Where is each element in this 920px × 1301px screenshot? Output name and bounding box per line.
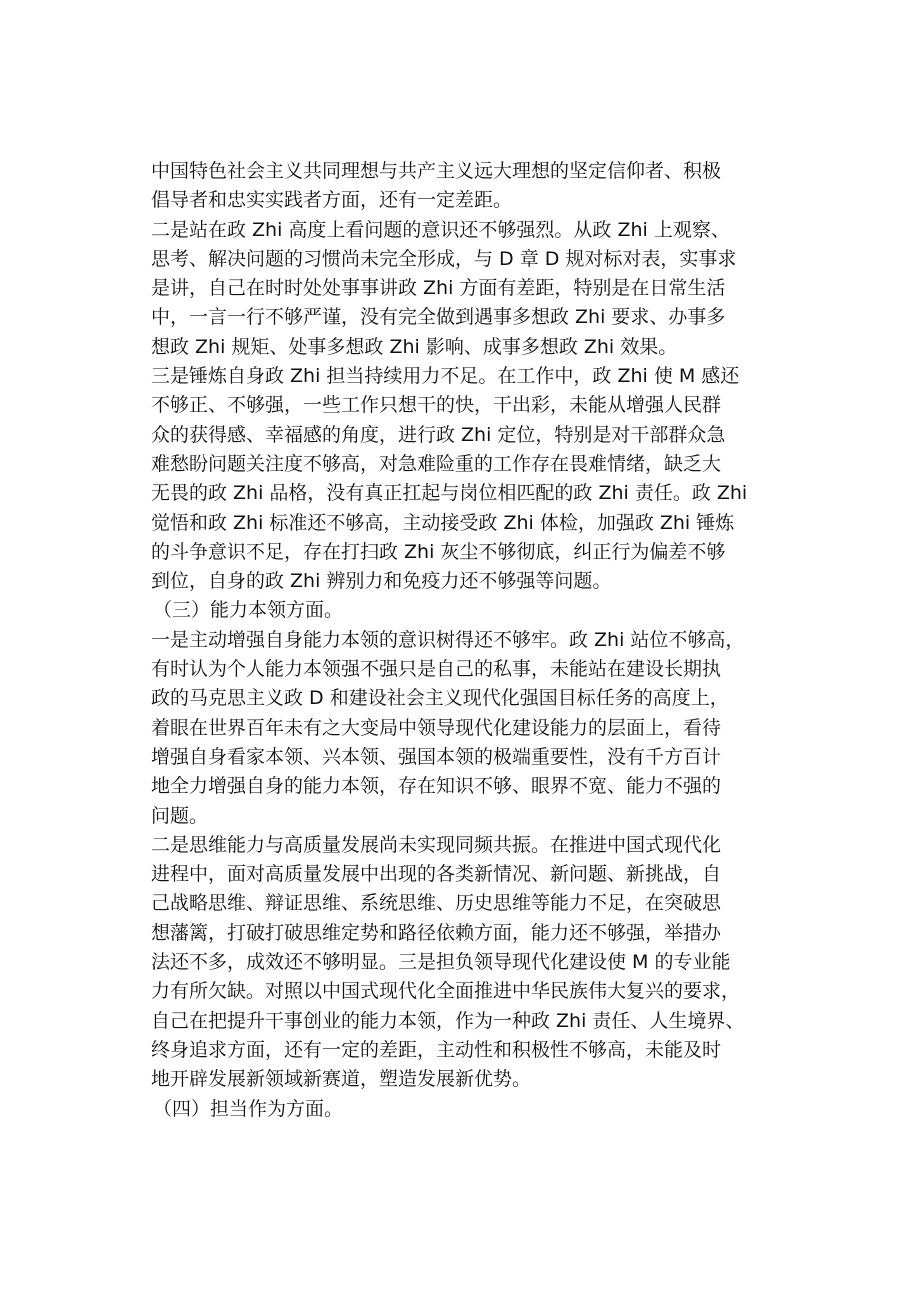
text-line: 己战略思维、辩证思维、系统思维、历史思维等能力不足，在突破思: [151, 892, 722, 915]
text-line: 着眼在世界百年未有之大变局中领导现代化建设能力的层面上，看待: [151, 716, 722, 739]
text-line: 三是锤炼自身政 Zhi 担当持续用力不足。在工作中，政 Zhi 使 M 感还: [151, 365, 740, 388]
section-heading: （三）能力本领方面。: [153, 599, 344, 622]
text-line: 是讲，自己在时时处处事事讲政 Zhi 方面有差距，特别是在日常生活: [151, 277, 726, 300]
text-line: 想藩篱，打破打破思维定势和路径依赖方面，能力还不够强，举措办: [151, 921, 722, 944]
text-line: 中，一言一行不够严谨，没有完全做到遇事多想政 Zhi 要求、办事多: [151, 306, 726, 329]
text-line: 想政 Zhi 规矩、处事多想政 Zhi 影响、成事多想政 Zhi 效果。: [151, 335, 678, 358]
text-line: 问题。: [151, 804, 209, 827]
text-line: 政的马克思主义政 D 和建设社会主义现代化强国目标任务的高度上，: [151, 687, 729, 710]
text-line: 地全力增强自身的能力本领，存在知识不够、眼界不宽、能力不强的: [151, 775, 722, 798]
text-line: 无畏的政 Zhi 品格，没有真正扛起与岗位相匹配的政 Zhi 责任。政 Zhi: [151, 482, 748, 505]
text-line: 倡导者和忠实实践者方面，还有一定差距。: [151, 189, 513, 212]
text-line: 众的获得感、幸福感的角度，进行政 Zhi 定位，特别是对干部群众急: [151, 423, 726, 446]
text-line: 增强自身看家本领、兴本领、强国本领的极端重要性，没有千方百计: [151, 745, 722, 768]
section-heading: （四）担当作为方面。: [153, 1097, 344, 1120]
text-line: 有时认为个人能力本领强不强只是自己的私事，未能站在建设长期执: [151, 658, 722, 681]
text-line: 难愁盼问题关注度不够高，对急难险重的工作存在畏难情绪，缺乏大: [151, 452, 722, 475]
document-body: [151, 157, 761, 1124]
text-line: 一是主动增强自身能力本领的意识树得还不够牢。政 Zhi 站位不够高，: [151, 628, 745, 651]
text-line: 自己在把提升干事创业的能力本领，作为一种政 Zhi 责任、人生境界、: [151, 1009, 745, 1032]
text-line: 觉悟和政 Zhi 标准还不够高，主动接受政 Zhi 体检，加强政 Zhi 锤炼: [151, 511, 735, 534]
text-line: 思考、解决问题的习惯尚未完全形成，与 D 章 D 规对标对表，实事求: [151, 247, 737, 270]
text-line: 中国特色社会主义共同理想与共产主义远大理想的坚定信仰者、积极: [151, 160, 722, 182]
text-line: 终身追求方面，还有一定的差距，主动性和积极性不够高，未能及时: [151, 1038, 722, 1061]
text-line: 力有所欠缺。对照以中国式现代化全面推进中华民族伟大复兴的要求，: [151, 980, 741, 1003]
text-line: 到位，自身的政 Zhi 辨别力和免疫力还不够强等问题。: [151, 570, 612, 593]
text-line: 进程中，面对高质量发展中出现的各类新情况、新问题、新挑战，自: [151, 863, 722, 886]
text-line: 地开辟发展新领域新赛道，塑造发展新优势。: [151, 1068, 532, 1091]
text-line: 二是站在政 Zhi 高度上看问题的意识还不够强烈。从政 Zhi 上观察、: [151, 218, 730, 241]
text-line: 二是思维能力与高质量发展尚未实现同频共振。在推进中国式现代化: [151, 833, 722, 856]
text-line: 不够正、不够强，一些工作只想干的快，干出彩，未能从增强人民群: [151, 394, 722, 417]
text-line: 的斗争意识不足，存在打扫政 Zhi 灰尘不够彻底，纠正行为偏差不够: [151, 540, 726, 563]
text-line: 法还不多，成效还不够明显。三是担负领导现代化建设使 M 的专业能: [151, 951, 731, 974]
